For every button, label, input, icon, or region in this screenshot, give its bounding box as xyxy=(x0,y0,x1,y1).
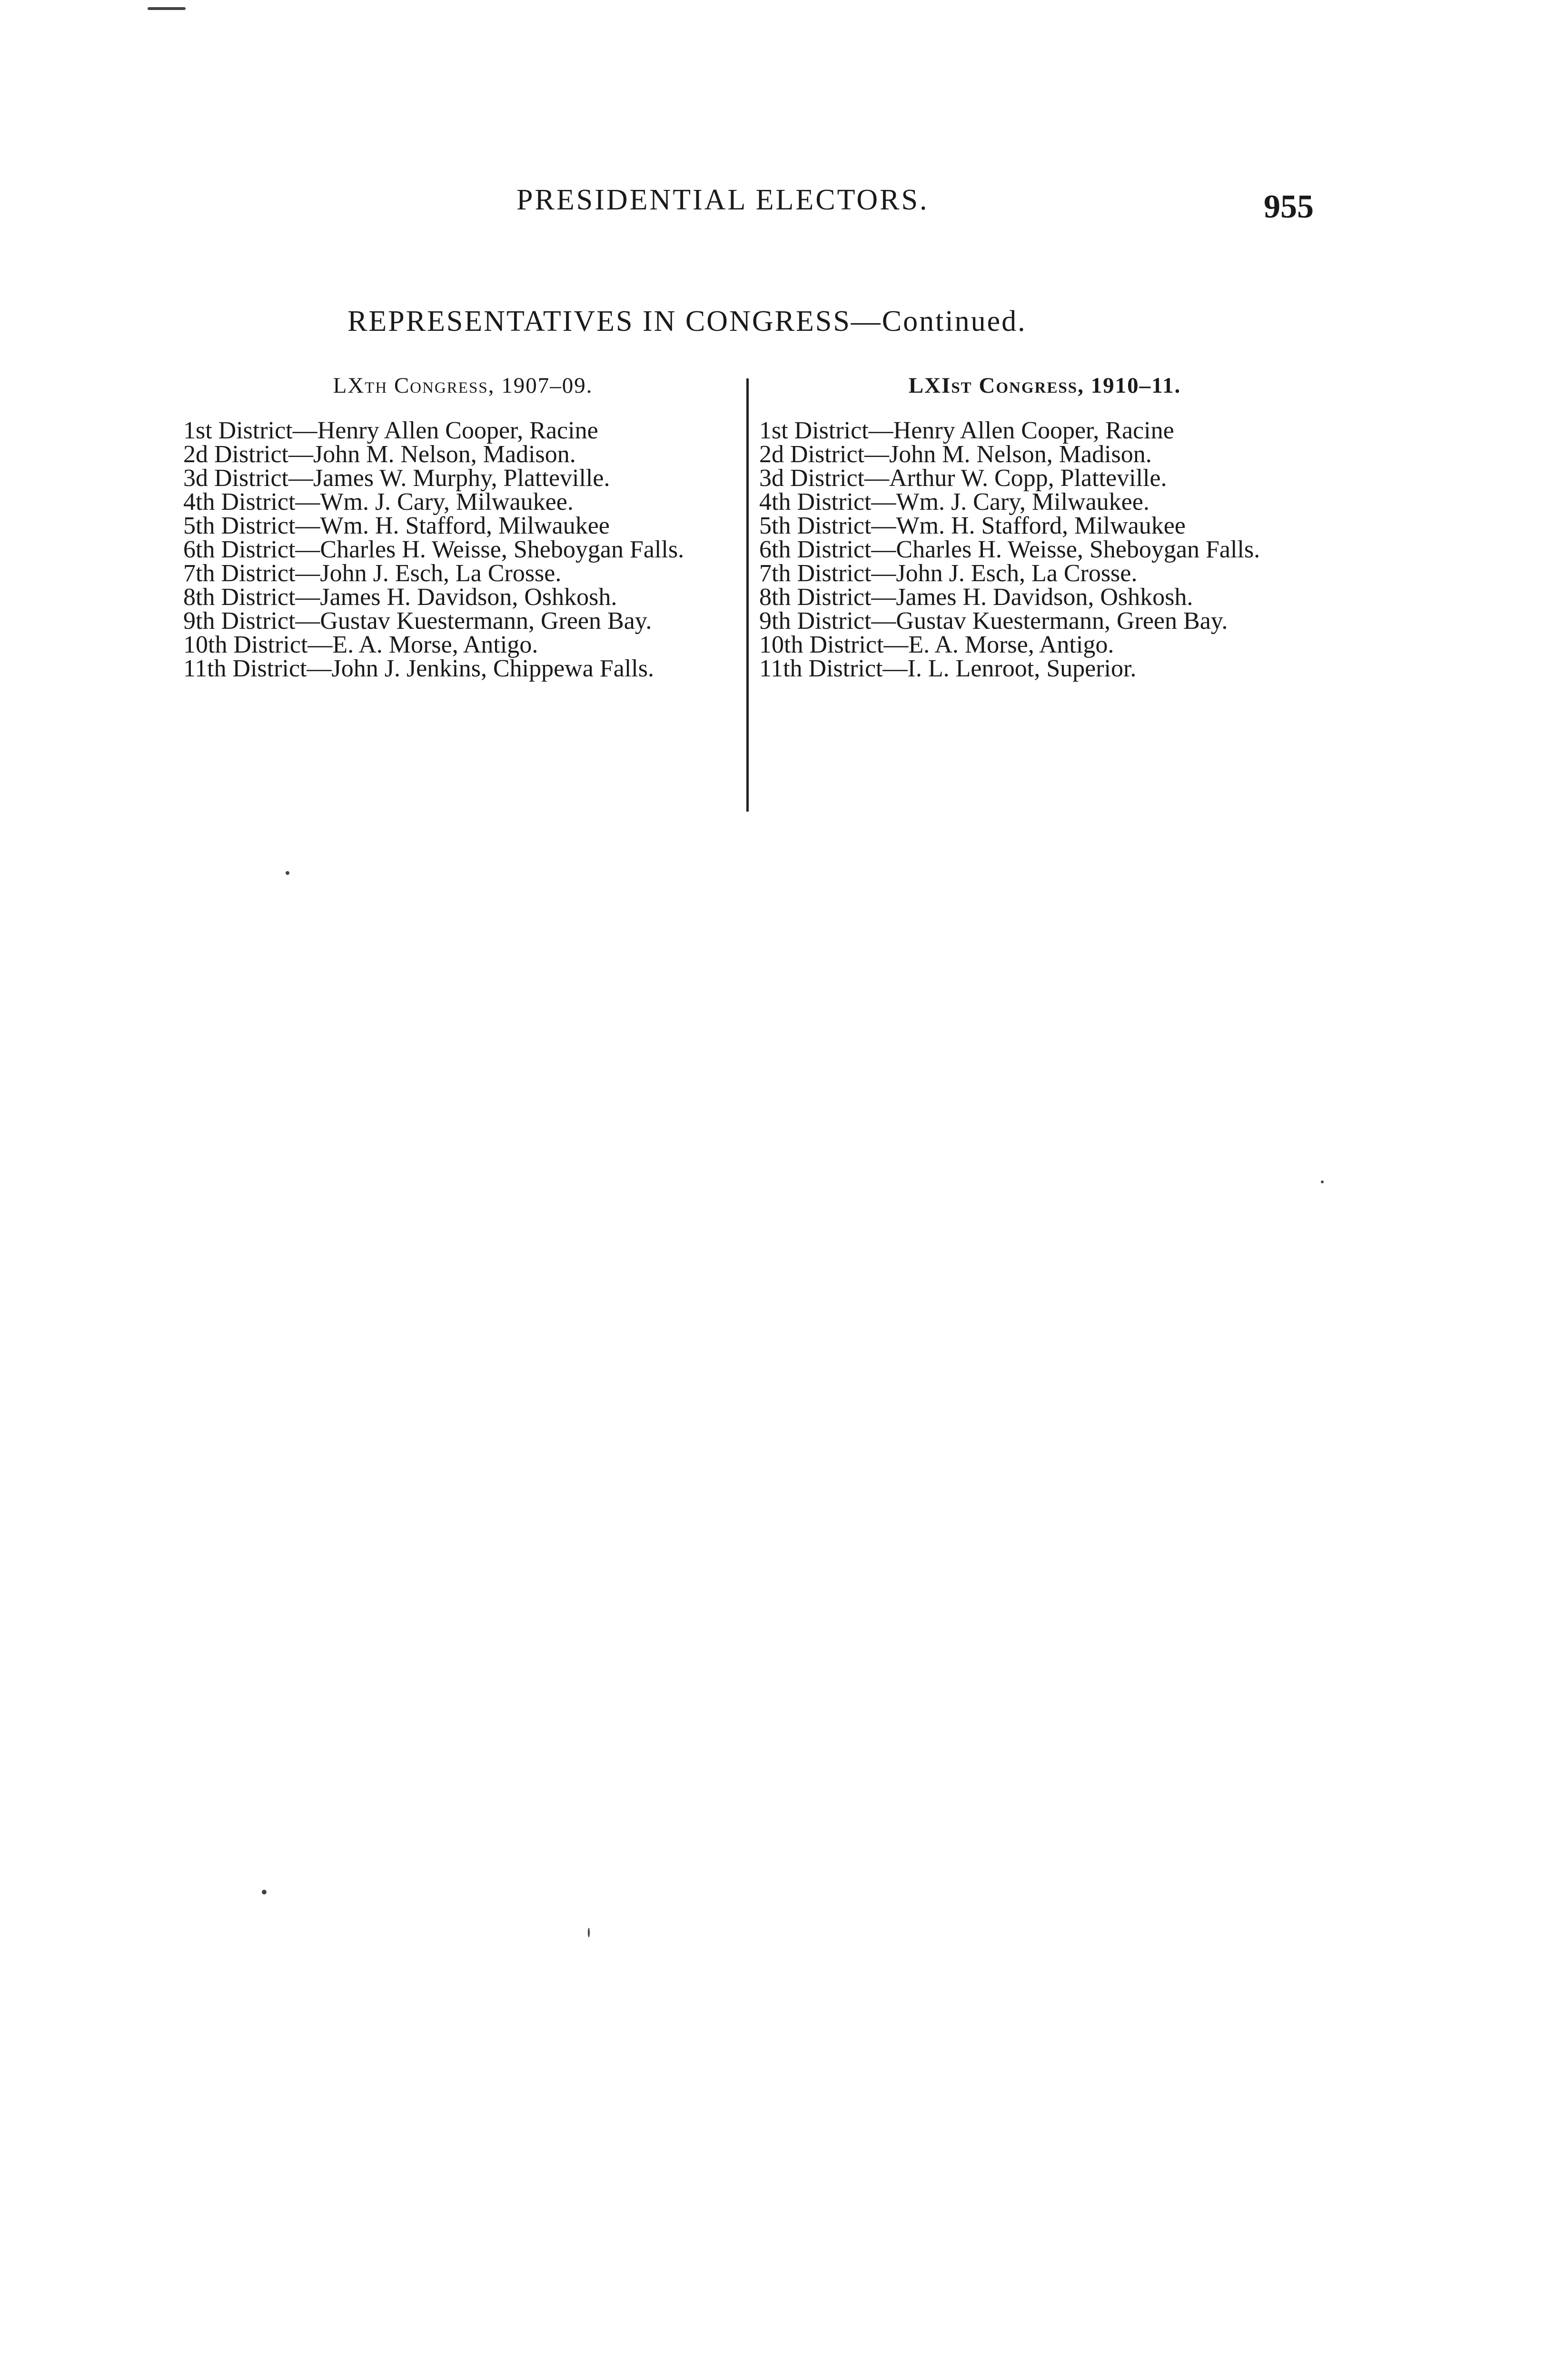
running-head: PRESIDENTIAL ELECTORS. xyxy=(516,184,929,216)
list-item xyxy=(183,633,743,657)
representative-name: —Wm. H. Stafford, Milwaukee xyxy=(871,512,1186,539)
representative-name: —Wm. H. Stafford, Milwaukee xyxy=(295,512,610,539)
district-label: 2d District xyxy=(183,441,288,468)
list-item xyxy=(183,562,743,585)
district-label: 6th District xyxy=(759,536,872,563)
scan-speck xyxy=(588,1928,590,1937)
district-label: 1st District xyxy=(759,417,869,444)
column-lxth-congress xyxy=(183,374,743,681)
representative-name: —Henry Allen Cooper, Racine xyxy=(292,417,598,444)
list-item xyxy=(759,657,1330,681)
representative-name: —James H. Davidson, Oshkosh. xyxy=(871,584,1193,611)
district-label: 10th District xyxy=(759,631,884,658)
scan-speck xyxy=(262,1890,267,1894)
representative-name: —Arthur W. Copp, Platteville. xyxy=(864,465,1167,492)
heading-congress: st Congress xyxy=(951,373,1078,398)
representative-name: —Charles H. Weisse, Sheboygan Falls. xyxy=(295,536,684,563)
representative-name: —Wm. J. Cary, Milwaukee. xyxy=(295,488,574,516)
list-item xyxy=(759,562,1330,585)
district-label: 8th District xyxy=(759,584,872,611)
representative-name: —Charles H. Weisse, Sheboygan Falls. xyxy=(871,536,1260,563)
column-heading xyxy=(759,374,1330,419)
scan-speck xyxy=(148,7,186,10)
representative-name: —I. L. Lenroot, Superior. xyxy=(882,655,1137,682)
district-label: 5th District xyxy=(759,512,872,539)
district-label: 11th District xyxy=(759,655,883,682)
district-label: 7th District xyxy=(759,560,872,587)
scan-speck xyxy=(286,871,289,875)
district-label: 9th District xyxy=(183,607,296,635)
district-label: 2d District xyxy=(759,441,864,468)
list-item xyxy=(759,609,1330,633)
representative-name: —John J. Jenkins, Chippewa Falls. xyxy=(307,655,654,682)
column-divider xyxy=(746,378,749,812)
list-item xyxy=(759,466,1330,490)
list-item xyxy=(759,585,1330,609)
list-item xyxy=(183,490,743,514)
district-label: 11th District xyxy=(183,655,307,682)
heading-years: , 1907–09. xyxy=(488,373,593,398)
section-heading: REPRESENTATIVES IN CONGRESS—Continued. xyxy=(347,305,1027,337)
list-item xyxy=(183,657,743,681)
district-list xyxy=(759,419,1330,681)
district-label: 4th District xyxy=(183,488,296,516)
district-label: 3d District xyxy=(183,465,288,492)
page-number: 955 xyxy=(1264,188,1314,225)
list-item xyxy=(183,443,743,466)
representative-name: —John M. Nelson, Madison. xyxy=(288,441,576,468)
district-label: 10th District xyxy=(183,631,308,658)
district-label: 6th District xyxy=(183,536,296,563)
representative-name: —Henry Allen Cooper, Racine xyxy=(868,417,1174,444)
representative-name: —E. A. Morse, Antigo. xyxy=(307,631,538,658)
representative-name: —John J. Esch, La Crosse. xyxy=(295,560,562,587)
district-label: 3d District xyxy=(759,465,864,492)
list-item xyxy=(183,538,743,562)
heading-years: , 1910–11. xyxy=(1078,373,1181,398)
representative-name: —E. A. Morse, Antigo. xyxy=(883,631,1114,658)
column-lxist-congress xyxy=(759,374,1330,681)
list-item xyxy=(759,633,1330,657)
list-item xyxy=(183,585,743,609)
list-item xyxy=(183,419,743,443)
representative-name: —James W. Murphy, Platteville. xyxy=(288,465,610,492)
representative-name: —Gustav Kuestermann, Green Bay. xyxy=(871,607,1228,635)
column-heading xyxy=(183,374,743,419)
list-item xyxy=(183,466,743,490)
representative-name: —John M. Nelson, Madison. xyxy=(864,441,1152,468)
representative-name: —Wm. J. Cary, Milwaukee. xyxy=(871,488,1150,516)
district-label: 5th District xyxy=(183,512,296,539)
heading-numeral: LX xyxy=(333,373,365,398)
district-label: 8th District xyxy=(183,584,296,611)
representative-name: —Gustav Kuestermann, Green Bay. xyxy=(295,607,652,635)
list-item xyxy=(759,514,1330,538)
district-label: 9th District xyxy=(759,607,872,635)
district-label: 4th District xyxy=(759,488,872,516)
list-item xyxy=(759,490,1330,514)
district-label: 7th District xyxy=(183,560,296,587)
heading-congress: th Congress xyxy=(365,373,488,398)
scan-speck xyxy=(1321,1180,1324,1183)
list-item xyxy=(183,514,743,538)
list-item xyxy=(183,609,743,633)
representative-name: —James H. Davidson, Oshkosh. xyxy=(295,584,617,611)
district-list xyxy=(183,419,743,681)
district-label: 1st District xyxy=(183,417,293,444)
list-item xyxy=(759,419,1330,443)
list-item xyxy=(759,538,1330,562)
representative-name: —John J. Esch, La Crosse. xyxy=(871,560,1138,587)
list-item xyxy=(759,443,1330,466)
heading-numeral: LXI xyxy=(908,373,951,398)
